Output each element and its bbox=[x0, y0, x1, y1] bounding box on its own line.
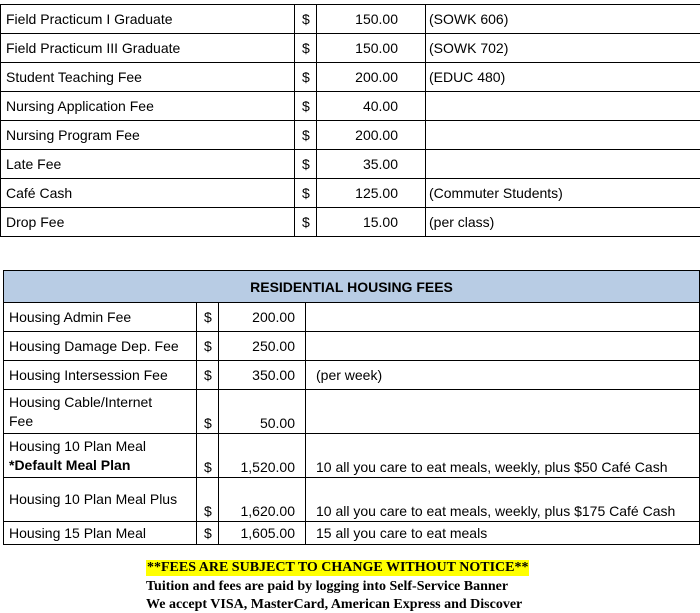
fee-name bbox=[4, 390, 197, 434]
fee-change-notice: **FEES ARE SUBJECT TO CHANGE WITHOUT NOTICE** bbox=[146, 560, 529, 576]
table-row bbox=[4, 332, 700, 361]
table-row bbox=[1, 121, 700, 150]
fee-name: Nursing Application Fee bbox=[1, 92, 295, 121]
table-row bbox=[1, 5, 700, 34]
fee-amount: 1,605.00 bbox=[219, 522, 306, 545]
fee-note: (SOWK 702) bbox=[426, 34, 700, 63]
fee-name-line2: Fee bbox=[9, 413, 33, 429]
fee-note bbox=[306, 303, 700, 332]
fee-amount: 125.00 bbox=[317, 179, 426, 208]
fees-table bbox=[0, 4, 700, 237]
currency-symbol: $ bbox=[197, 303, 219, 332]
fee-name-line1: Housing Cable/Internet bbox=[9, 394, 152, 410]
fee-amount: 200.00 bbox=[317, 121, 426, 150]
currency-symbol: $ bbox=[197, 361, 219, 390]
currency-symbol: $ bbox=[197, 434, 219, 478]
default-plan-label: *Default Meal Plan bbox=[9, 457, 130, 473]
fee-name-line1: Housing 10 Plan Meal bbox=[9, 438, 146, 454]
currency-symbol: $ bbox=[197, 390, 219, 434]
fee-note: (per class) bbox=[426, 208, 700, 237]
fee-note: (per week) bbox=[306, 361, 700, 390]
fee-amount: 200.00 bbox=[317, 63, 426, 92]
fee-name bbox=[4, 434, 197, 478]
fee-note bbox=[426, 121, 700, 150]
fee-name-line1: Housing 10 Plan Meal Plus bbox=[9, 491, 177, 507]
fee-name bbox=[4, 478, 197, 522]
table-row bbox=[1, 208, 700, 237]
fee-amount: 1,520.00 bbox=[219, 434, 306, 478]
fee-name: Field Practicum III Graduate bbox=[1, 34, 295, 63]
fee-name: Field Practicum I Graduate bbox=[1, 5, 295, 34]
fee-note: (SOWK 606) bbox=[426, 5, 700, 34]
fee-name: Housing Damage Dep. Fee bbox=[4, 332, 197, 361]
fee-amount: 15.00 bbox=[317, 208, 426, 237]
currency-symbol: $ bbox=[295, 179, 317, 208]
table-row bbox=[4, 390, 700, 434]
fee-note: (EDUC 480) bbox=[426, 63, 700, 92]
fee-note bbox=[426, 150, 700, 179]
fee-amount: 150.00 bbox=[317, 34, 426, 63]
fee-amount: 40.00 bbox=[317, 92, 426, 121]
currency-symbol: $ bbox=[295, 92, 317, 121]
fee-amount: 350.00 bbox=[219, 361, 306, 390]
fee-name: Housing 15 Plan Meal bbox=[4, 522, 197, 545]
table-row bbox=[4, 303, 700, 332]
table-row bbox=[1, 92, 700, 121]
housing-title: RESIDENTIAL HOUSING FEES bbox=[4, 271, 700, 303]
fee-amount: 50.00 bbox=[219, 390, 306, 434]
currency-symbol: $ bbox=[197, 522, 219, 545]
table-row bbox=[1, 179, 700, 208]
fee-amount: 1,620.00 bbox=[219, 478, 306, 522]
fee-note: 10 all you care to eat meals, weekly, plus $175 Café Cash bbox=[306, 478, 700, 522]
currency-symbol: $ bbox=[295, 34, 317, 63]
table-row bbox=[1, 63, 700, 92]
fee-amount: 150.00 bbox=[317, 5, 426, 34]
currency-symbol: $ bbox=[295, 5, 317, 34]
fee-note: (Commuter Students) bbox=[426, 179, 700, 208]
table-row bbox=[4, 522, 700, 545]
fee-amount: 200.00 bbox=[219, 303, 306, 332]
currency-symbol: $ bbox=[295, 150, 317, 179]
currency-symbol: $ bbox=[197, 332, 219, 361]
fee-note: 10 all you care to eat meals, weekly, plus $50 Café Cash bbox=[306, 434, 700, 478]
fee-note bbox=[306, 390, 700, 434]
fee-name: Student Teaching Fee bbox=[1, 63, 295, 92]
fee-name: Housing Admin Fee bbox=[4, 303, 197, 332]
fee-name: Café Cash bbox=[1, 179, 295, 208]
table-row bbox=[1, 34, 700, 63]
table-row bbox=[1, 150, 700, 179]
table-row bbox=[4, 361, 700, 390]
currency-symbol: $ bbox=[295, 121, 317, 150]
currency-symbol: $ bbox=[197, 478, 219, 522]
fee-note bbox=[426, 92, 700, 121]
fee-amount: 35.00 bbox=[317, 150, 426, 179]
table-row bbox=[4, 478, 700, 522]
table-row bbox=[4, 434, 700, 478]
payment-info: Tuition and fees are paid by logging into Self-Service Banner bbox=[146, 579, 508, 595]
fee-note: 15 all you care to eat meals bbox=[306, 522, 700, 545]
fee-name: Nursing Program Fee bbox=[1, 121, 295, 150]
accepted-cards: We accept VISA, MasterCard, American Express and Discover bbox=[146, 597, 522, 613]
fee-name: Late Fee bbox=[1, 150, 295, 179]
housing-fees-table bbox=[3, 270, 700, 545]
fee-name: Drop Fee bbox=[1, 208, 295, 237]
currency-symbol: $ bbox=[295, 208, 317, 237]
fee-amount: 250.00 bbox=[219, 332, 306, 361]
currency-symbol: $ bbox=[295, 63, 317, 92]
housing-header-row bbox=[4, 271, 700, 303]
fee-note bbox=[306, 332, 700, 361]
fee-name: Housing Intersession Fee bbox=[4, 361, 197, 390]
